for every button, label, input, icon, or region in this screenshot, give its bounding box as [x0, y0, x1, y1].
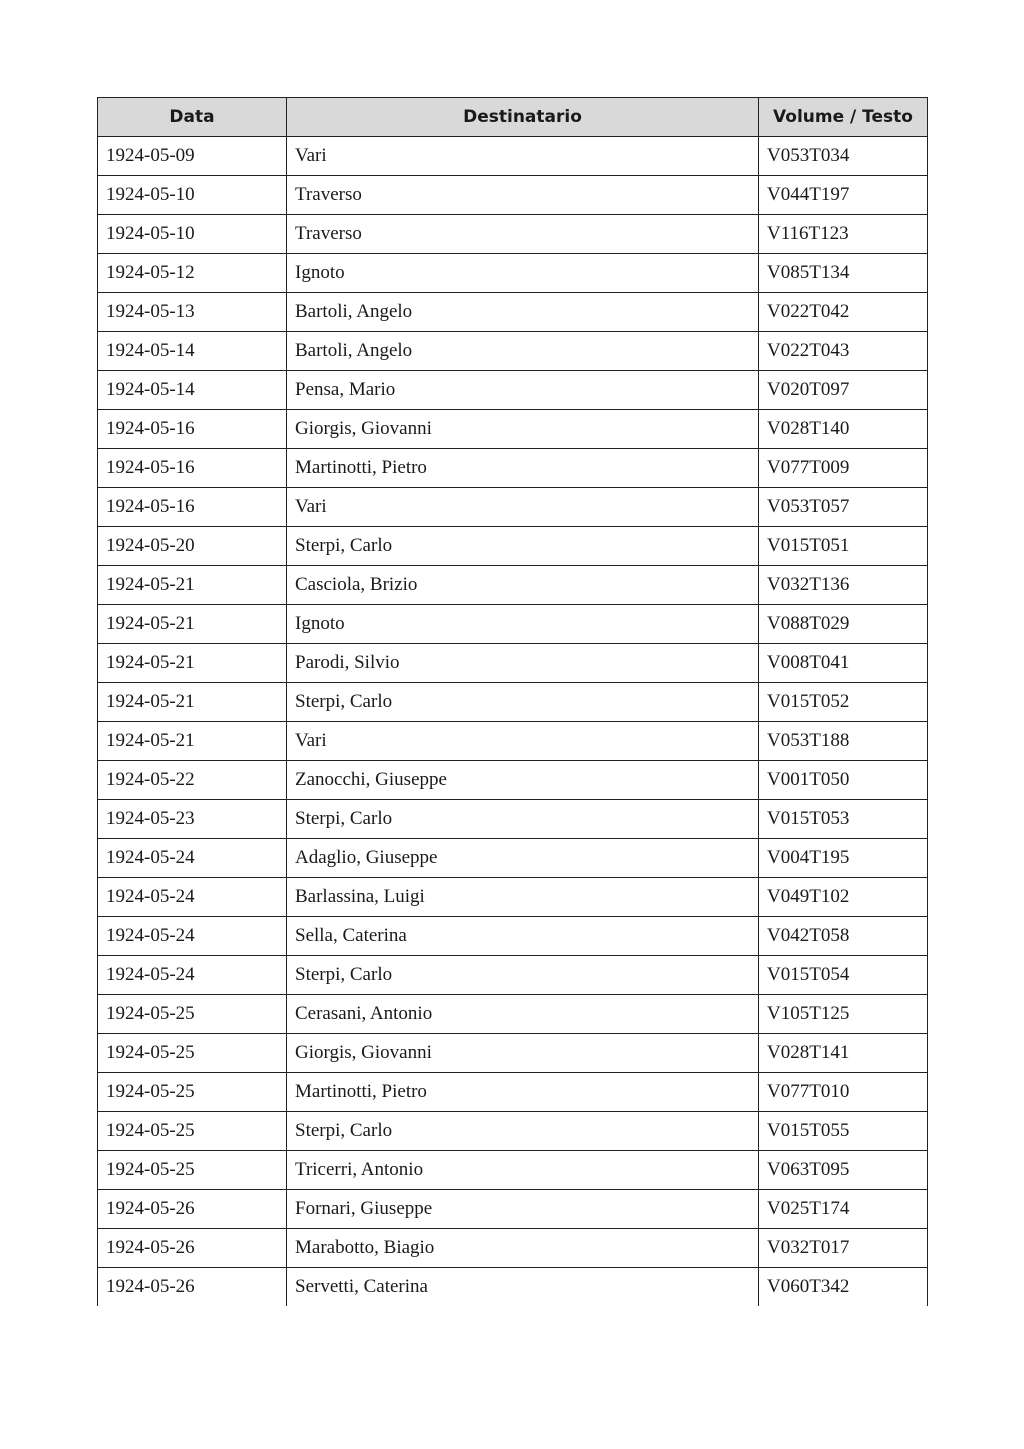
cell-date: 1924-05-21	[98, 644, 287, 683]
cell-date: 1924-05-23	[98, 800, 287, 839]
cell-date: 1924-05-16	[98, 488, 287, 527]
cell-volume-text: V063T095	[759, 1151, 928, 1190]
cell-recipient: Zanocchi, Giuseppe	[287, 761, 759, 800]
column-header-recipient: Destinatario	[287, 98, 759, 137]
cell-recipient: Parodi, Silvio	[287, 644, 759, 683]
table-row	[98, 1073, 928, 1112]
table-row	[98, 878, 928, 917]
table-row	[98, 644, 928, 683]
cell-recipient: Vari	[287, 722, 759, 761]
table-row	[98, 371, 928, 410]
table-row	[98, 839, 928, 878]
table-header-row	[98, 98, 928, 137]
table-row	[98, 995, 928, 1034]
cell-date: 1924-05-21	[98, 722, 287, 761]
cell-recipient: Cerasani, Antonio	[287, 995, 759, 1034]
cell-date: 1924-05-25	[98, 995, 287, 1034]
table-row	[98, 956, 928, 995]
cell-volume-text: V020T097	[759, 371, 928, 410]
cell-volume-text: V015T052	[759, 683, 928, 722]
cell-date: 1924-05-16	[98, 449, 287, 488]
cell-recipient: Marabotto, Biagio	[287, 1229, 759, 1268]
table-row	[98, 605, 928, 644]
table-row	[98, 1190, 928, 1229]
table-row	[98, 332, 928, 371]
cell-date: 1924-05-20	[98, 527, 287, 566]
cell-volume-text: V085T134	[759, 254, 928, 293]
cell-recipient: Sterpi, Carlo	[287, 800, 759, 839]
cell-volume-text: V028T141	[759, 1034, 928, 1073]
table-row	[98, 410, 928, 449]
cell-volume-text: V022T043	[759, 332, 928, 371]
cell-recipient: Ignoto	[287, 254, 759, 293]
cell-date: 1924-05-13	[98, 293, 287, 332]
cell-date: 1924-05-10	[98, 176, 287, 215]
cell-date: 1924-05-25	[98, 1034, 287, 1073]
table-body	[98, 137, 928, 1307]
cell-recipient: Martinotti, Pietro	[287, 449, 759, 488]
cell-volume-text: V060T342	[759, 1268, 928, 1307]
table-row	[98, 488, 928, 527]
cell-volume-text: V028T140	[759, 410, 928, 449]
cell-recipient: Servetti, Caterina	[287, 1268, 759, 1307]
table-row	[98, 917, 928, 956]
table-row	[98, 722, 928, 761]
table-row	[98, 683, 928, 722]
table-row	[98, 566, 928, 605]
cell-recipient: Bartoli, Angelo	[287, 332, 759, 371]
cell-date: 1924-05-09	[98, 137, 287, 176]
cell-date: 1924-05-26	[98, 1229, 287, 1268]
cell-volume-text: V088T029	[759, 605, 928, 644]
cell-volume-text: V001T050	[759, 761, 928, 800]
cell-date: 1924-05-16	[98, 410, 287, 449]
table-row	[98, 761, 928, 800]
cell-recipient: Ignoto	[287, 605, 759, 644]
cell-recipient: Tricerri, Antonio	[287, 1151, 759, 1190]
cell-volume-text: V116T123	[759, 215, 928, 254]
cell-recipient: Sterpi, Carlo	[287, 1112, 759, 1151]
cell-volume-text: V044T197	[759, 176, 928, 215]
cell-recipient: Sella, Caterina	[287, 917, 759, 956]
cell-recipient: Traverso	[287, 215, 759, 254]
table-row	[98, 137, 928, 176]
table-row	[98, 254, 928, 293]
cell-date: 1924-05-24	[98, 956, 287, 995]
cell-volume-text: V015T051	[759, 527, 928, 566]
table-row	[98, 800, 928, 839]
cell-volume-text: V015T054	[759, 956, 928, 995]
cell-volume-text: V042T058	[759, 917, 928, 956]
table-row	[98, 1034, 928, 1073]
cell-date: 1924-05-21	[98, 605, 287, 644]
cell-date: 1924-05-10	[98, 215, 287, 254]
cell-recipient: Casciola, Brizio	[287, 566, 759, 605]
cell-volume-text: V015T053	[759, 800, 928, 839]
table-row	[98, 293, 928, 332]
letters-table	[97, 97, 928, 1306]
cell-recipient: Sterpi, Carlo	[287, 956, 759, 995]
document-page	[97, 97, 927, 1306]
table-row	[98, 1112, 928, 1151]
cell-volume-text: V015T055	[759, 1112, 928, 1151]
cell-recipient: Giorgis, Giovanni	[287, 410, 759, 449]
cell-volume-text: V053T188	[759, 722, 928, 761]
cell-recipient: Vari	[287, 488, 759, 527]
table-row	[98, 449, 928, 488]
cell-recipient: Pensa, Mario	[287, 371, 759, 410]
cell-volume-text: V022T042	[759, 293, 928, 332]
cell-volume-text: V077T009	[759, 449, 928, 488]
cell-volume-text: V025T174	[759, 1190, 928, 1229]
table-row	[98, 1268, 928, 1307]
cell-date: 1924-05-25	[98, 1073, 287, 1112]
cell-date: 1924-05-25	[98, 1151, 287, 1190]
cell-volume-text: V053T057	[759, 488, 928, 527]
cell-date: 1924-05-24	[98, 878, 287, 917]
table-row	[98, 1151, 928, 1190]
table-row	[98, 176, 928, 215]
cell-volume-text: V053T034	[759, 137, 928, 176]
cell-recipient: Traverso	[287, 176, 759, 215]
cell-recipient: Bartoli, Angelo	[287, 293, 759, 332]
cell-recipient: Sterpi, Carlo	[287, 527, 759, 566]
cell-volume-text: V004T195	[759, 839, 928, 878]
cell-recipient: Martinotti, Pietro	[287, 1073, 759, 1112]
cell-recipient: Barlassina, Luigi	[287, 878, 759, 917]
cell-recipient: Giorgis, Giovanni	[287, 1034, 759, 1073]
cell-volume-text: V077T010	[759, 1073, 928, 1112]
cell-volume-text: V008T041	[759, 644, 928, 683]
cell-date: 1924-05-14	[98, 332, 287, 371]
cell-volume-text: V032T017	[759, 1229, 928, 1268]
cell-recipient: Sterpi, Carlo	[287, 683, 759, 722]
cell-recipient: Vari	[287, 137, 759, 176]
column-header-volume-text: Volume / Testo	[759, 98, 928, 137]
cell-volume-text: V032T136	[759, 566, 928, 605]
cell-volume-text: V049T102	[759, 878, 928, 917]
cell-date: 1924-05-14	[98, 371, 287, 410]
cell-date: 1924-05-12	[98, 254, 287, 293]
cell-date: 1924-05-25	[98, 1112, 287, 1151]
cell-date: 1924-05-21	[98, 566, 287, 605]
cell-date: 1924-05-26	[98, 1190, 287, 1229]
cell-date: 1924-05-22	[98, 761, 287, 800]
cell-recipient: Adaglio, Giuseppe	[287, 839, 759, 878]
cell-date: 1924-05-26	[98, 1268, 287, 1307]
cell-recipient: Fornari, Giuseppe	[287, 1190, 759, 1229]
cell-date: 1924-05-24	[98, 839, 287, 878]
table-row	[98, 1229, 928, 1268]
table-row	[98, 215, 928, 254]
cell-volume-text: V105T125	[759, 995, 928, 1034]
table-row	[98, 527, 928, 566]
cell-date: 1924-05-21	[98, 683, 287, 722]
cell-date: 1924-05-24	[98, 917, 287, 956]
column-header-date: Data	[98, 98, 287, 137]
